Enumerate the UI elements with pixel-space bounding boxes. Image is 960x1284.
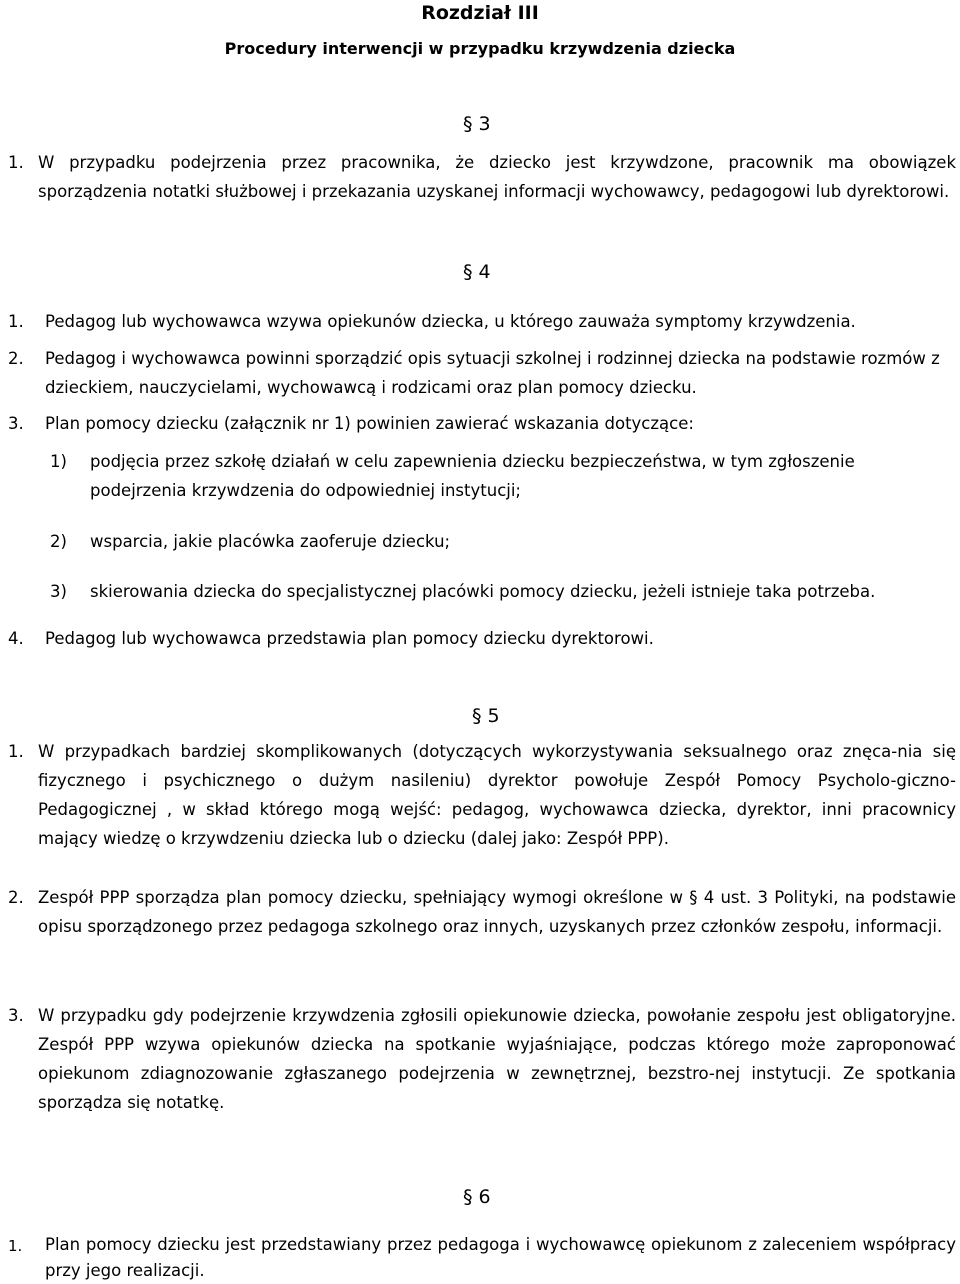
s4-subitem-1-text: podjęcia przez szkołę działań w celu zapewnienia dziecku bezpieczeństwa, w tym zgłoszenie podejrzenia krzywdzenia do odpowiedniej instytucji; xyxy=(90,452,855,500)
s4-item-4-number: 4. xyxy=(8,629,24,648)
s6-item-1-number: 1. xyxy=(8,1237,23,1255)
section-3-heading: § 3 xyxy=(463,113,491,135)
chapter-title: Rozdział III xyxy=(421,2,539,24)
s5-item-1-text: W przypadkach bardziej skomplikowanych (dotyczących wykorzystywania seksualnego oraz znęca-nia się fizycznego i psychicznego o dużym nasileniu) dyrektor powołuje Zespół Pomocy Psycholo-giczno-Pedagogicznej , w skład którego mogą wejść: pedagog, wychowawca dziecka, dyrektor, inni pracownicy mający wiedzę o krzywdzeniu dziecka lub o dziecku (dalej jako: Zespół PPP). xyxy=(38,742,956,848)
s4-item-3-number: 3. xyxy=(8,414,24,433)
s5-item-3-number: 3. xyxy=(8,1006,24,1025)
s4-item-2-text: Pedagog i wychowawca powinni sporządzić opis sytuacji szkolnej i rodzinnej dziecka na podstawie rozmów z dzieckiem, nauczycielami, wychowawcą i rodzicami oraz plan pomocy dziecku. xyxy=(45,349,940,397)
s4-subitem-2-number: 2) xyxy=(50,532,67,551)
s4-item-4-text: Pedagog lub wychowawca przedstawia plan pomocy dziecku dyrektorowi. xyxy=(45,629,654,648)
s4-item-3-text: Plan pomocy dziecku (załącznik nr 1) powinien zawierać wskazania dotyczące: xyxy=(45,414,694,433)
section-5-heading: § 5 xyxy=(472,705,500,727)
s4-subitem-1-number: 1) xyxy=(50,452,67,471)
s3-item-1-text: W przypadku podejrzenia przez pracownika, że dziecko jest krzywdzone, pracownik ma obowiązek sporządzenia notatki służbowej i przekazania uzyskanej informacji wychowawcy, pedagogowi lub dyrektorowi. xyxy=(38,153,956,201)
s3-item-1-number: 1. xyxy=(8,153,24,172)
s4-subitem-3-number: 3) xyxy=(50,582,67,601)
chapter-subtitle: Procedury interwencji w przypadku krzywdzenia dziecka xyxy=(224,39,736,58)
s6-item-1-text: Plan pomocy dziecku jest przedstawiany przez pedagoga i wychowawcę opiekunom z zaleceniem współpracy przy jego realizacji. xyxy=(45,1235,956,1280)
s4-subitem-2-text: wsparcia, jakie placówka zaoferuje dziecku; xyxy=(90,532,451,551)
s4-item-1-text: Pedagog lub wychowawca wzywa opiekunów dziecka, u którego zauważa symptomy krzywdzenia. xyxy=(45,312,856,331)
section-4-heading: § 4 xyxy=(463,261,491,283)
s5-item-1-number: 1. xyxy=(8,742,24,761)
s5-item-3-text: W przypadku gdy podejrzenie krzywdzenia zgłosili opiekunowie dziecka, powołanie zespołu jest obligatoryjne. Zespół PPP wzywa opiekunów dziecka na spotkanie wyjaśniające, podczas którego może zaproponować opiekunom zdiagnozowanie zgłaszanego podejrzenia w zewnętrznej, bezstro-nej instytucji. Ze spotkania sporządza się notatkę. xyxy=(38,1006,956,1112)
section-6-heading: § 6 xyxy=(463,1186,491,1208)
s4-item-1-number: 1. xyxy=(8,312,24,331)
s5-item-2-text: Zespół PPP sporządza plan pomocy dziecku, spełniający wymogi określone w § 4 ust. 3 Polityki, na podstawie opisu sporządzonego przez pedagoga szkolnego oraz innych, uzyskanych przez członków zespołu, informacji. xyxy=(38,888,956,936)
s4-item-2-number: 2. xyxy=(8,349,24,368)
s4-subitem-3-text: skierowania dziecka do specjalistycznej placówki pomocy dziecku, jeżeli istnieje taka potrzeba. xyxy=(90,582,876,601)
s5-item-2-number: 2. xyxy=(8,888,24,907)
